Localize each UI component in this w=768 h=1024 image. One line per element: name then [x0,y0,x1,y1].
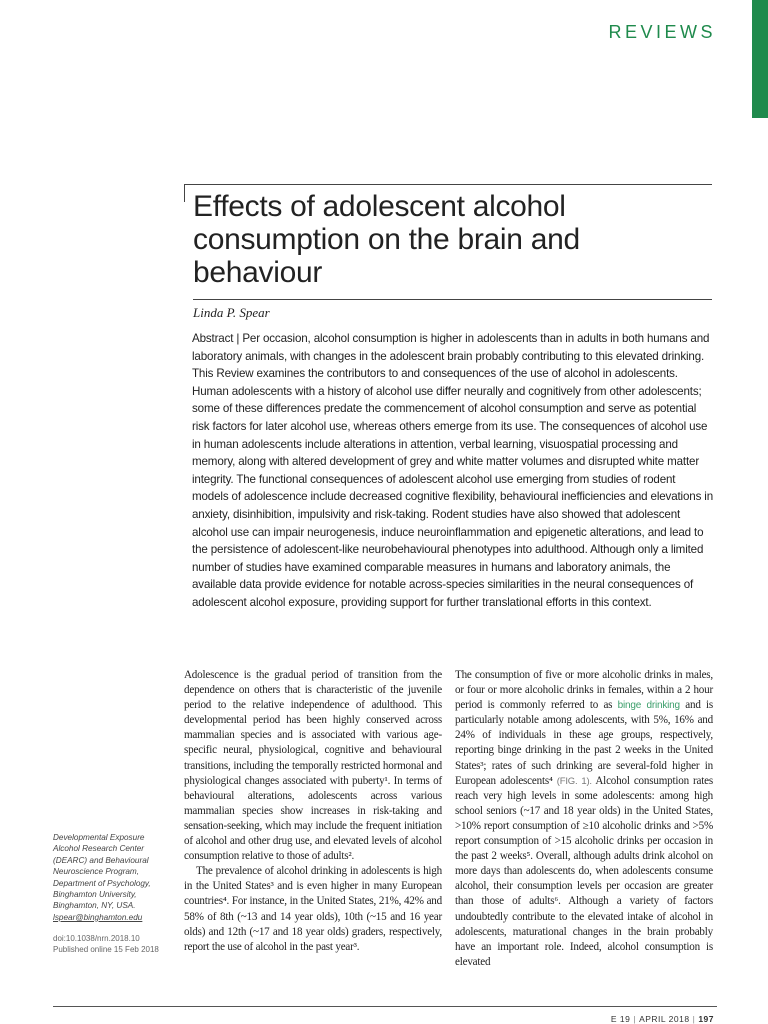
affiliation-line: (DEARC) and Behavioural [53,855,149,865]
body-column-left [184,668,442,955]
affiliation-line: Binghamton, NY, USA. [53,901,136,911]
article-author: Linda P. Spear [193,305,270,320]
publication-info [53,934,178,955]
page-footer: E 19 | APRIL 2018 | 197 [610,1014,714,1024]
issue-date: APRIL 2018 [639,1014,690,1024]
doi-link[interactable]: doi:10.1038/nrn.2018.10 [53,934,140,943]
body-paragraph: The prevalence of alcohol drinking in adolescents is high in the United States³ and is even higher in many European countries⁴. For instance, in the United States, 21%, 42% and 58% of 8th (~13 and 14 year olds), 10th (~15 and 16 year olds) and 12th (~17 and 18 year olds) graders, respectively, report the use of alcohol in the past year³. [184,865,442,953]
section-label: REVIEWS [608,22,716,42]
author-divider [193,299,712,300]
body-text: and is particularly notable among adolescents, with 5%, 16% and 24% of individuals in these age groups, respectively, reporting binge drinking in the past 2 weeks in the United States³; rates of such drinking are several-fold higher in European adolescents⁴ [455,699,714,787]
issue-number: E 19 [610,1014,631,1024]
section-color-bar [752,0,768,118]
figure-reference-link[interactable]: (FIG. 1). [556,775,592,787]
affiliation-line: Neuroscience Program, [53,867,140,877]
body-column-right [455,668,713,970]
affiliation-line: Alcohol Research Center [53,844,145,854]
body-text: The consumption of five or more alcoholic drinks in males, or four or more alcoholic drinks in females, within a 2 hour period is commonly referred to as [455,669,713,712]
affiliation-line: Developmental Exposure [53,833,145,842]
author-email-link[interactable]: lspear@binghamton.edu [53,912,143,922]
affiliation-line: Binghamton University, [53,890,137,900]
body-text: Alcohol consumption rates reach very high levels in some adolescents: among high school seniors (~17 and 18 year olds) in the United States, >10% report consumption of ≥10 alcoholic drinks and >5% report consumption of >15 alcoholic drinks per occasion in the past 2 weeks⁵. Overall, although adults drink alcohol on more days than adolescents do, when adolescents consume alcohol, their consumption levels per occasion are greater than those of adults⁶. Although a variety of factors undoubtedly contribute to the elevated intake of alcohol in adolescents, maturational changes in the brain probably have an important role. Indeed, alcohol consumption is elevated [455,774,714,968]
article-title: Effects of adolescent alcohol consumption on the brain and behaviour [193,190,580,289]
published-date: Published online 15 Feb 2018 [53,944,159,954]
body-paragraph: Adolescence is the gradual period of transition from the dependence on others that is characteristic of the juvenile period to the relative independence of adulthood. This developmental period has been highly conserved across mammalian species and is associated with various age-specific neural, physiological, cognitive and behavioural transitions, including the temporally restricted hormonal and physiological changes associated with puberty¹. In terms of behavioural alterations, adolescents across various mammalian species show increases in risk-taking and sensation-seeking, which may include the frequent initiation of alcohol and other drug use, and elevated levels of alcohol consumption relative to those of adults². [184,669,442,863]
author-affiliation [53,832,171,923]
affiliation-line: Department of Psychology, [53,878,151,888]
abstract: Abstract | Per occasion, alcohol consumption is higher in adolescents than in adults in both humans and laboratory animals, with changes in the adolescent brain probably contributing to this elevated drinking. This Review examines the contributors to and consequences of the use of alcohol in adolescents. Human adolescents with a history of alcohol use differ neurally and cognitively from other adolescents; some of these differences predate the commencement of alcohol consumption and serve as potential risk factors for later alcohol use, whereas others emerge from its use. The consequences of alcohol use in human adolescents include alterations in attention, verbal learning, visuospatial processing and memory, along with altered development of grey and white matter volumes and disrupted white matter integrity. The functional consequences of adolescent alcohol use emerging from studies of rodent models of adolescence include decreased cognitive flexibility, behavioural inefficiencies and elevations in anxiety, disinhibition, impulsivity and risk-taking. Rodent studies have also showed that adolescent alcohol use can impair neurogenesis, induce neuroinflammation and epigenetic alterations, and lead to the persistence of adolescent-like neurobehavioural phenotypes into adulthood. Although only a limited number of studies have examined comparable measures in humans and laboratory animals, the available data provide evidence for notable across-species similarities in the neural consequences of adolescent alcohol exposure, providing support for further translational efforts in this context. [192,332,714,609]
footer-divider [53,1006,717,1007]
page-number: 197 [698,1014,714,1024]
glossary-term-link[interactable]: binge drinking [617,700,680,712]
title-divider [184,184,712,185]
body-paragraph [455,668,713,970]
